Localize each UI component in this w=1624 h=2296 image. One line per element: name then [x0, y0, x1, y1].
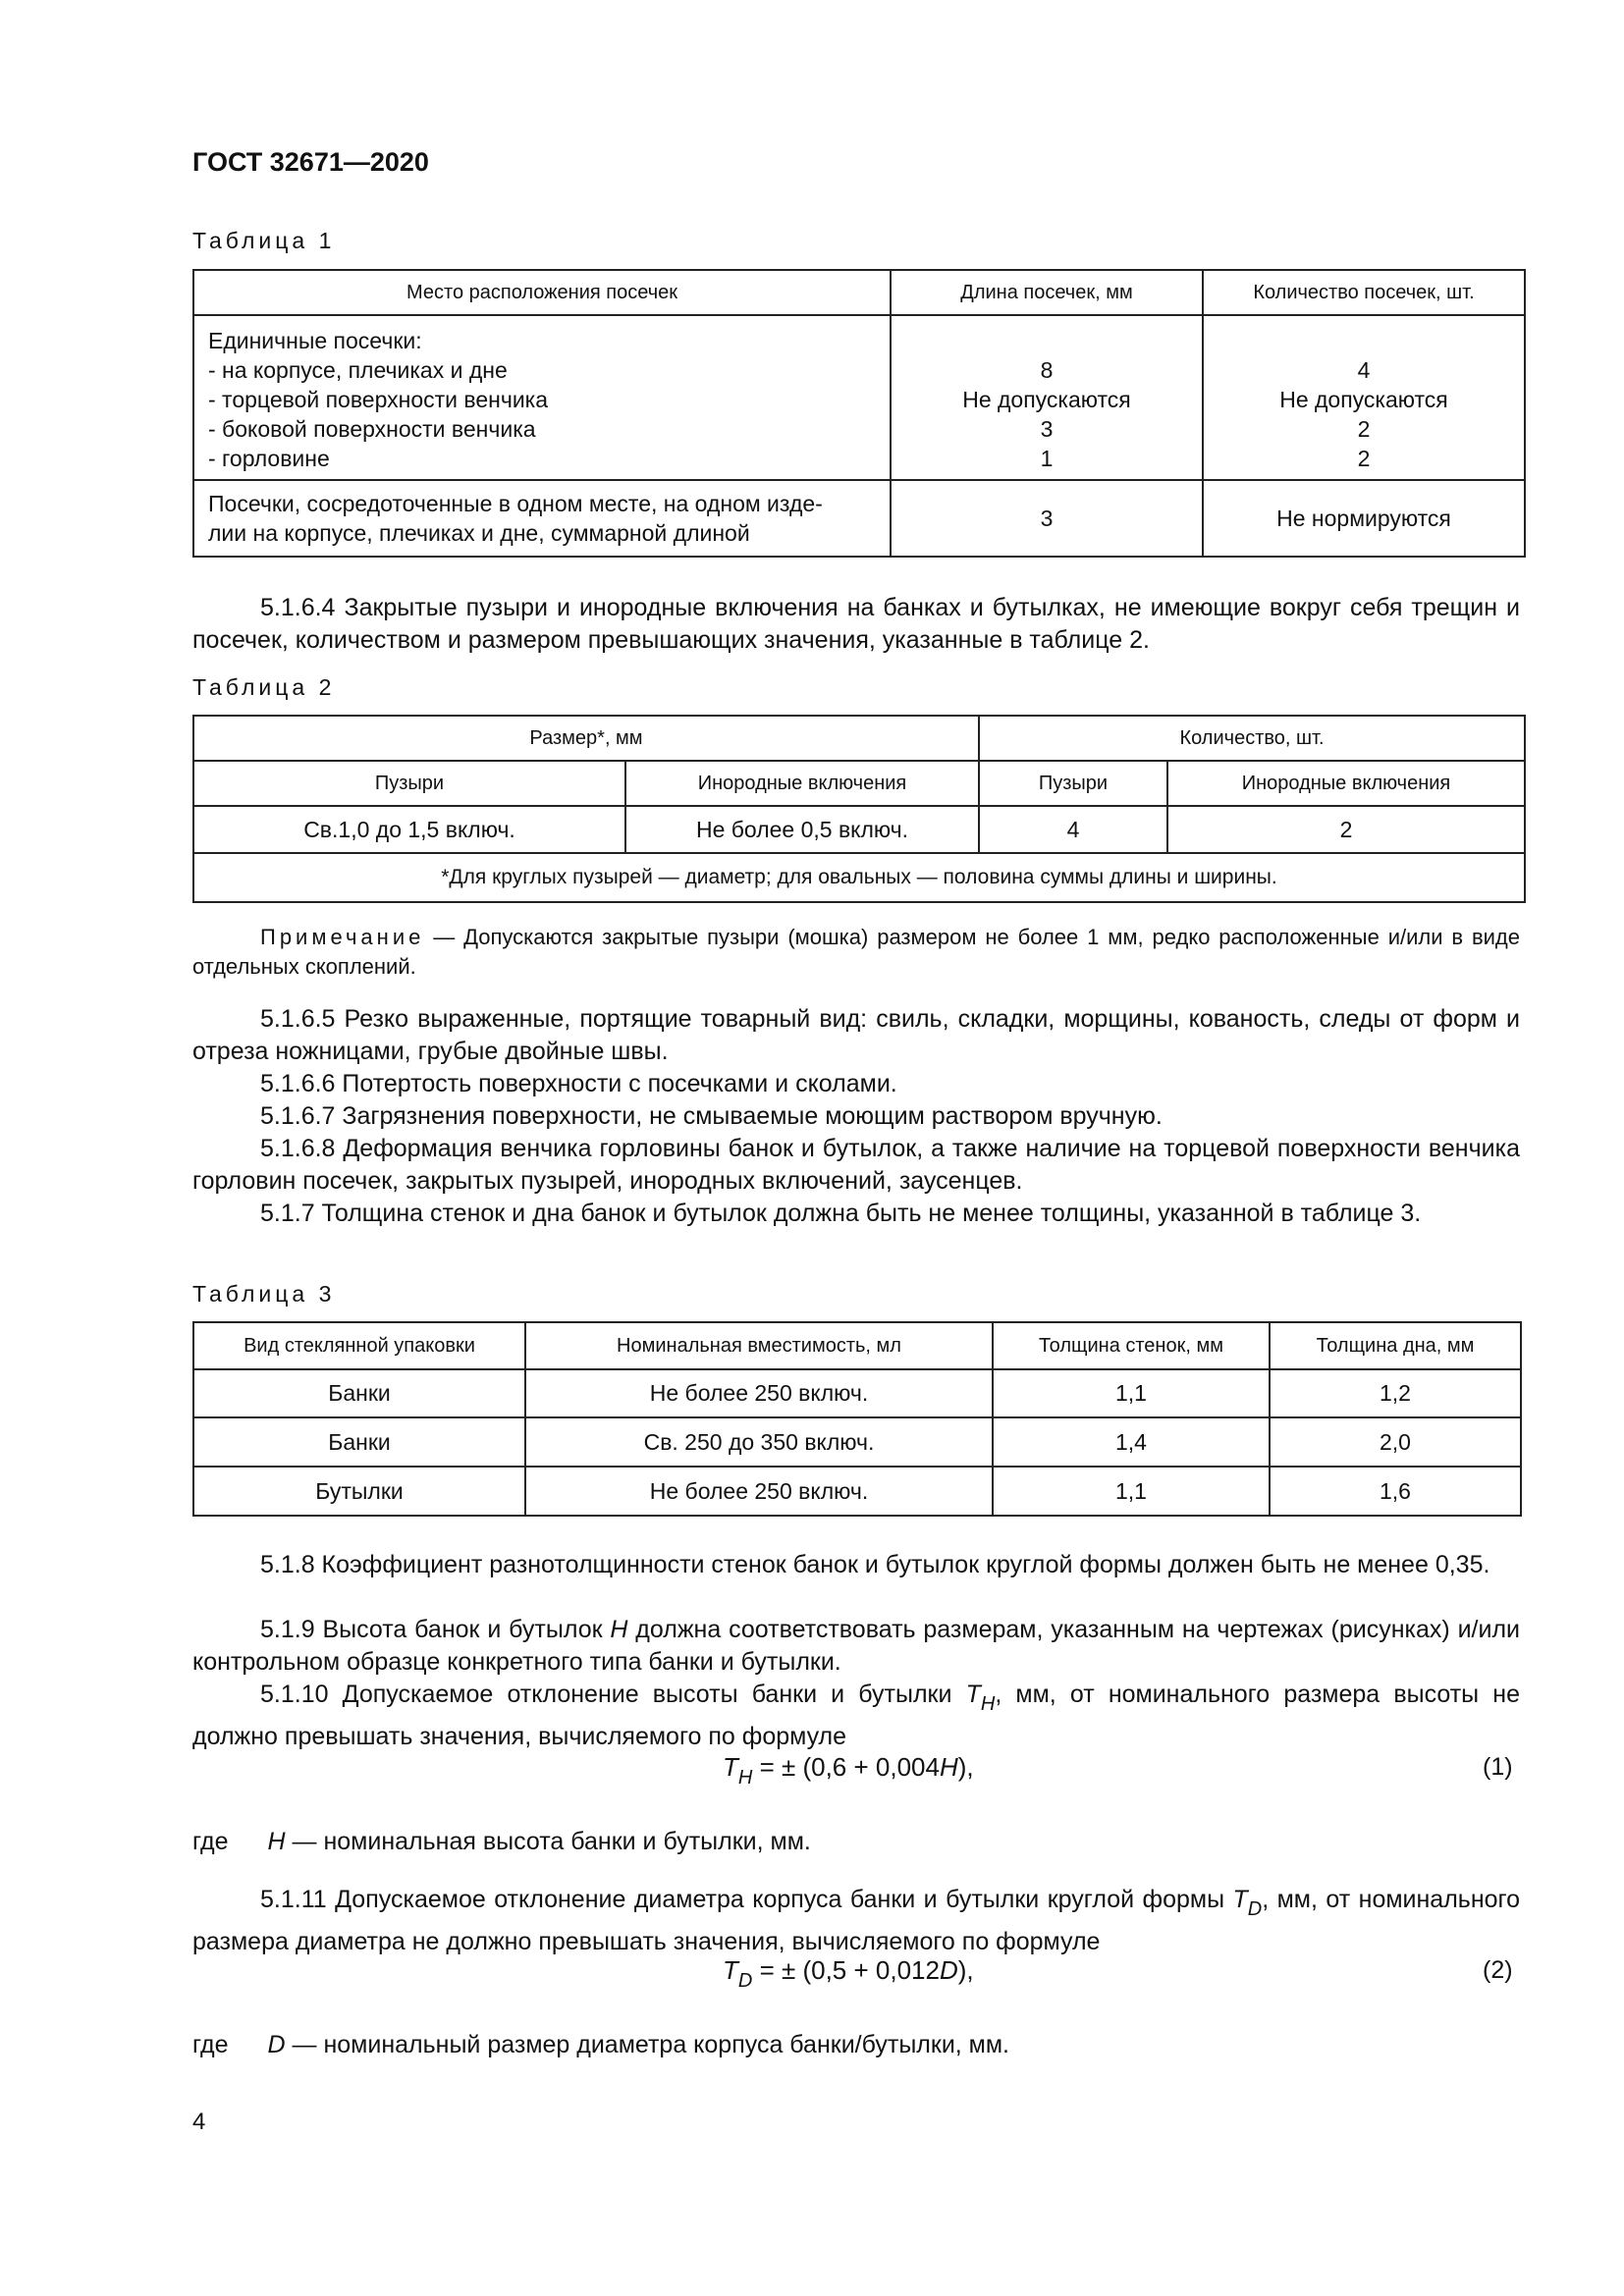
table1-row1-value: 8: [1040, 357, 1054, 383]
table2-caption: Таблица 2: [192, 674, 336, 700]
table2-subheader: Пузыри: [193, 761, 625, 806]
table2-subheader: Инородные включения: [1167, 761, 1525, 806]
symbol-t: T: [1232, 1886, 1248, 1913]
table2-subheader: Пузыри: [979, 761, 1167, 806]
where-1: [192, 1826, 1520, 1858]
symbol-subscript: D: [1247, 1898, 1263, 1920]
where-label: где: [192, 1828, 229, 1855]
table1-row1-value: 1: [1040, 446, 1054, 471]
table3-header: Номинальная вместимость, мл: [525, 1322, 993, 1369]
formula-text: ),: [957, 1752, 974, 1782]
paragraph-5168: 5.1.6.8 Деформация венчика горловины банок и бутылок, а также наличие на торцевой поверхности венчика горловин посечек, закрытых пузырей, инородных включений, заусенцев.: [192, 1135, 1520, 1195]
symbol-t: T: [723, 1955, 738, 1985]
table2-subheader: Инородные включения: [625, 761, 979, 806]
paragraph-519-text: должна соответствовать размерам, указанным на чертежах (рисунках) и/или контрольном образце конкретного типа банки и бутылки.: [192, 1616, 1520, 1676]
symbol-subscript: D: [737, 1970, 753, 1992]
table1-row1-location: [193, 315, 891, 480]
table1-row1-count: [1203, 315, 1525, 480]
paragraph-5165: 5.1.6.5 Резко выраженные, портящие товарный вид: свиль, складки, морщины, кованость, следы от форм и отреза ножницами, грубые двойные швы.: [192, 1005, 1520, 1065]
table2-group-count: Количество, шт.: [979, 716, 1525, 761]
table2-cell: Св.1,0 до 1,5 включ.: [193, 806, 625, 853]
table1: [192, 269, 1526, 558]
where-text: — номинальная высота банки и бутылки, мм.: [285, 1828, 811, 1855]
paragraph-5110-text: , мм, от номинального размера высоты не должно превышать значения, вычисляемого по формуле: [192, 1681, 1520, 1750]
table3-header: Толщина дна, мм: [1270, 1322, 1521, 1369]
symbol-t: T: [723, 1752, 738, 1782]
paragraph-5111-text: , мм, от номинального размера диаметра не должно превышать значения, вычисляемого по формуле: [192, 1886, 1521, 1955]
table3-header: Толщина стенок, мм: [993, 1322, 1270, 1369]
table1-row2-length: 3: [891, 480, 1203, 557]
table2-group-size: Размер*, мм: [193, 716, 979, 761]
symbol-subscript: H: [980, 1693, 996, 1715]
document-header: ГОСТ 32671—2020: [192, 147, 429, 177]
table1-row1-line: - на корпусе, плечиках и дне: [208, 357, 508, 383]
table1-row2-location: [193, 480, 891, 557]
paragraph-5167: 5.1.6.7 Загрязнения поверхности, не смываемые моющим раствором вручную.: [260, 1102, 1163, 1130]
table3-cell: 1,2: [1270, 1369, 1521, 1417]
table1-header-count: Количество посечек, шт.: [1203, 270, 1525, 315]
note-text: — Допускаются закрытые пузыри (мошка) размером не более 1 мм, редко расположенные и/или в виде отдельных скоплений.: [192, 925, 1520, 979]
variable-h: H: [939, 1752, 958, 1782]
paragraph-5111: [192, 1884, 1520, 1958]
table1-row1-value: 4: [1357, 357, 1371, 383]
table3-cell: 1,1: [993, 1467, 1270, 1516]
table3: [192, 1321, 1522, 1517]
paragraph-519-text: 5.1.9 Высота банок и бутылок: [260, 1616, 611, 1643]
variable-d: D: [939, 1955, 958, 1985]
table1-row2-line: Посечки, сосредоточенные в одном месте, на одном изде-: [208, 491, 823, 516]
table2-cell: Не более 0,5 включ.: [625, 806, 979, 853]
table1-row1-value: 2: [1357, 446, 1371, 471]
table3-cell: 2,0: [1270, 1417, 1521, 1467]
table1-header-length: Длина посечек, мм: [891, 270, 1203, 315]
table3-cell: Банки: [193, 1417, 525, 1467]
paragraph-5111-text: 5.1.11 Допускаемое отклонение диаметра корпуса банки и бутылки круглой формы: [260, 1886, 1233, 1913]
table1-header-location: Место расположения посечек: [193, 270, 891, 315]
formula-number-2: (2): [1483, 1956, 1513, 1984]
table1-row1-length: [891, 315, 1203, 480]
table3-cell: Св. 250 до 350 включ.: [525, 1417, 993, 1467]
table3-header: Вид стеклянной упаковки: [193, 1322, 525, 1369]
where-label: где: [192, 2031, 229, 2058]
formula-2: [723, 1955, 974, 1993]
paragraph-5110-text: 5.1.10 Допускаемое отклонение высоты банки и бутылки: [260, 1681, 966, 1708]
table1-caption: Таблица 1: [192, 228, 336, 253]
formula-text: = ± (0,6 + 0,004: [752, 1752, 940, 1782]
formula-number-1: (1): [1483, 1753, 1513, 1781]
table1-row1-line: - торцевой поверхности венчика: [208, 387, 549, 412]
table3-cell: Бутылки: [193, 1467, 525, 1516]
table1-row2-count: Не нормируются: [1203, 480, 1525, 557]
variable-h: H: [267, 1828, 286, 1855]
table3-caption: Таблица 3: [192, 1281, 336, 1307]
paragraph-5164: 5.1.6.4 Закрытые пузыри и инородные включения на банках и бутылках, не имеющие вокруг себя трещин и посечек, количеством и размером превышающих значения, указанные в таблице 2.: [192, 594, 1520, 654]
table3-cell: 1,6: [1270, 1467, 1521, 1516]
paragraph-5110: [192, 1679, 1520, 1753]
variable-h: H: [610, 1616, 628, 1643]
table3-cell: 1,4: [993, 1417, 1270, 1467]
paragraph-518: 5.1.8 Коэффициент разнотолщинности стенок банок и бутылок круглой формы должен быть не менее 0,35.: [260, 1551, 1490, 1578]
note-label: Примечание: [260, 925, 425, 949]
table1-row2-line: лии на корпусе, плечиках и дне, суммарной длиной: [208, 520, 750, 546]
variable-d: D: [267, 2031, 286, 2058]
table2: [192, 715, 1526, 903]
table1-row1-value: Не допускаются: [962, 387, 1131, 412]
table3-cell: 1,1: [993, 1369, 1270, 1417]
symbol-subscript: H: [737, 1767, 753, 1789]
table2-cell: 4: [979, 806, 1167, 853]
table1-row1-line: - горловине: [208, 446, 330, 471]
paragraph-519: [192, 1614, 1520, 1679]
table2-cell: 2: [1167, 806, 1525, 853]
note: [192, 923, 1520, 982]
table3-cell: Не более 250 включ.: [525, 1369, 993, 1417]
symbol-t: T: [965, 1681, 981, 1708]
where-text: — номинальный размер диаметра корпуса банки/бутылки, мм.: [285, 2031, 1010, 2058]
paragraph-5166: 5.1.6.6 Потертость поверхности с посечками и сколами.: [260, 1070, 897, 1097]
table1-row1-value: 3: [1040, 416, 1054, 442]
page-number: 4: [192, 2109, 206, 2135]
table3-cell: Не более 250 включ.: [525, 1467, 993, 1516]
table2-footnote: *Для круглых пузырей — диаметр; для овальных — половина суммы длины и ширины.: [193, 853, 1525, 902]
formula-text: = ± (0,5 + 0,012: [752, 1955, 940, 1985]
table1-row1-value: Не допускаются: [1279, 387, 1448, 412]
table3-cell: Банки: [193, 1369, 525, 1417]
table1-row1-value: 2: [1357, 416, 1371, 442]
paragraph-517: 5.1.7 Толщина стенок и дна банок и бутылок должна быть не менее толщины, указанной в таблице 3.: [260, 1200, 1422, 1227]
table1-row1-line: - боковой поверхности венчика: [208, 416, 536, 442]
formula-text: ),: [957, 1955, 974, 1985]
where-2: [192, 2029, 1520, 2061]
formula-1: [723, 1752, 974, 1789]
table1-row1-line: Единичные посечки:: [208, 328, 422, 353]
